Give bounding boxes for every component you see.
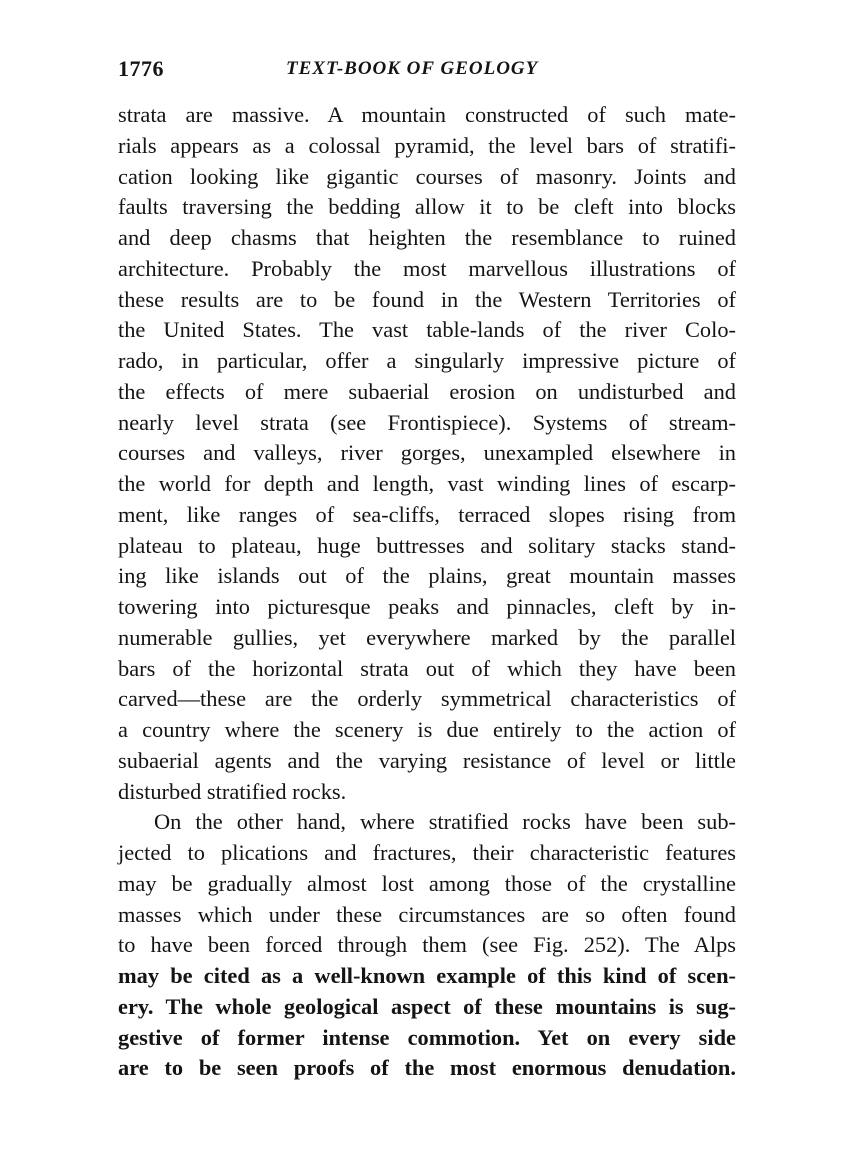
text-line: the effects of mere subaerial erosion on undisturbed and [118, 378, 736, 404]
page-number: 1776 [118, 56, 164, 81]
text-line: nearly level strata (see Frontispiece). Systems of stream- [118, 409, 736, 435]
text-line: the United States. The vast table-lands of the river Colo- [118, 317, 736, 343]
text-line: On the other hand, where stratified rocks have been sub- [154, 809, 736, 835]
running-head [118, 56, 736, 90]
text-line: the world for depth and length, vast winding lines of escarp- [118, 471, 736, 496]
text-line: courses and valleys, river gorges, unexampled elsewhere in [118, 440, 736, 466]
text-line: and deep chasms that heighten the resemblance to ruined [118, 225, 736, 250]
text-line: plateau to plateau, huge buttresses and solitary stacks stand- [118, 532, 736, 558]
text-line: jected to plications and fractures, their characteristic features [118, 840, 736, 865]
text-line: to have been forced through them (see Fig. 252). The Alps [118, 932, 736, 958]
text-line: towering into picturesque peaks and pinnacles, cleft by in- [118, 594, 736, 619]
text-line: ment, like ranges of sea-cliffs, terraced slopes rising from [118, 501, 736, 527]
text-line: disturbed stratified rocks. [118, 778, 347, 804]
text-line: faults traversing the bedding allow it to be cleft into blocks [118, 194, 736, 220]
text-line: gestive of former intense commotion. Yet on every side [118, 1024, 736, 1050]
text-line: ing like islands out of the plains, great mountain masses [118, 563, 736, 589]
paragraph [118, 807, 736, 1084]
text-line: carved—these are the orderly symmetrical characteristics of [118, 686, 736, 712]
book-page [118, 56, 736, 1084]
text-line: subaerial agents and the varying resistance of level or little [118, 747, 736, 773]
running-title: TEXT-BOOK OF GEOLOGY [286, 58, 539, 79]
text-line: masses which under these circumstances are so often found [118, 901, 736, 927]
text-line: rials appears as a colossal pyramid, the level bars of stratifi- [118, 132, 736, 158]
bold-text-block [118, 961, 736, 1084]
text-line: a country where the scenery is due entirely to the action of [118, 717, 736, 742]
text-line: ery. The whole geological aspect of these mountains is sug- [118, 993, 736, 1019]
body-text [118, 100, 736, 1084]
text-line: may be gradually almost lost among those of the crystalline [118, 870, 736, 896]
text-line: numerable gullies, yet everywhere marked by the parallel [118, 624, 736, 650]
text-line: bars of the horizontal strata out of which they have been [118, 655, 736, 681]
text-line: these results are to be found in the Western Territories of [118, 286, 736, 312]
text-line: may be cited as a well-known example of this kind of scen- [118, 963, 736, 988]
text-line: are to be seen proofs of the most enormous denudation. [118, 1055, 736, 1081]
text-line: strata are massive. A mountain constructed of such mate- [118, 102, 736, 127]
text-line: architecture. Probably the most marvellous illustrations of [118, 255, 736, 281]
text-line: rado, in particular, offer a singularly impressive picture of [118, 348, 736, 373]
text-line: cation looking like gigantic courses of masonry. Joints and [118, 163, 736, 189]
paragraph [118, 100, 736, 807]
